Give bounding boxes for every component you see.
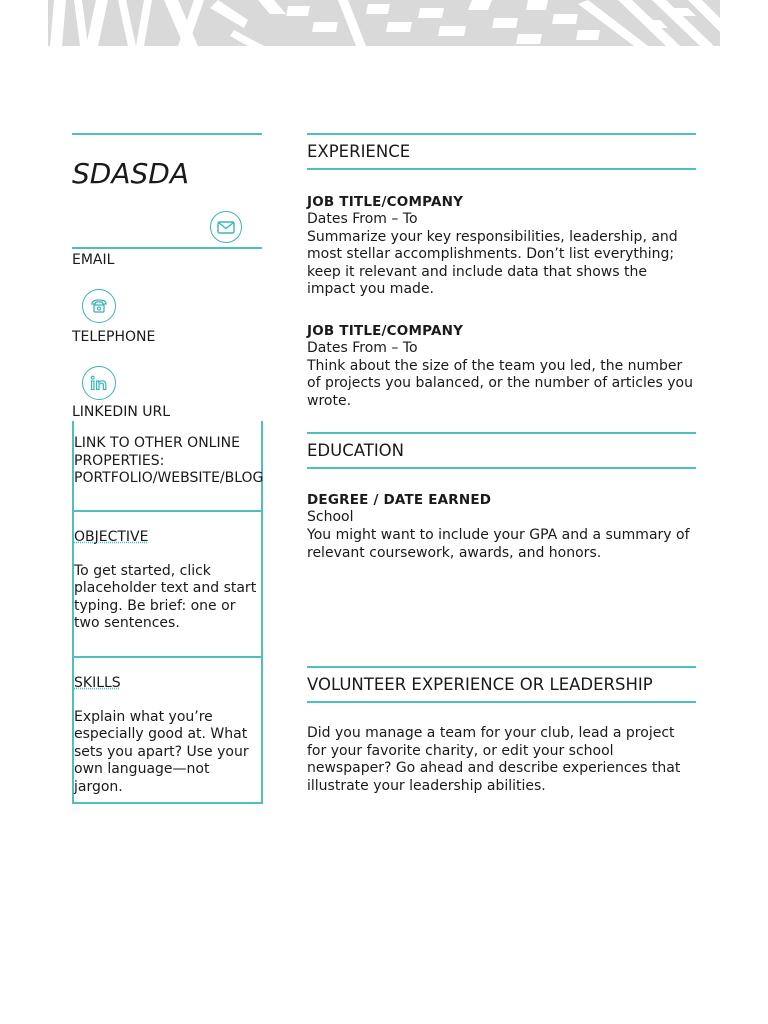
job-entry-2 <box>307 322 696 410</box>
other-links-box <box>72 421 263 510</box>
job-title[interactable]: JOB TITLE/COMPANY <box>307 322 464 339</box>
header-pattern-banner <box>48 0 720 46</box>
left-column <box>72 133 262 804</box>
skills-heading[interactable]: SKILLS <box>74 675 121 691</box>
school-name[interactable]: School <box>307 509 354 526</box>
skills-box <box>72 656 263 804</box>
education-heading[interactable]: EDUCATION <box>307 432 696 469</box>
job-dates[interactable]: Dates From – To <box>307 211 418 227</box>
education-description[interactable]: You might want to include your GPA and a summary of relevant coursework, awards, and honors. <box>307 526 690 561</box>
telephone-icon <box>82 289 116 323</box>
telephone-icon-row <box>72 289 262 323</box>
envelope-icon <box>210 211 242 243</box>
job-description[interactable]: Summarize your key responsibilities, leadership, and most stellar accomplishments. Don’t list everything; keep it relevant and include data that shows the impact you made. <box>307 228 678 298</box>
objective-text[interactable]: To get started, click placeholder text and start typing. Be brief: one or two sentences. <box>74 562 257 631</box>
job-title[interactable]: JOB TITLE/COMPANY <box>307 194 464 210</box>
linkedin-icon-row <box>72 366 262 400</box>
skills-text[interactable]: Explain what you’re especially good at. What sets you apart? Use your own language—not jargon. <box>74 708 249 795</box>
education-entry <box>307 491 696 562</box>
objective-box <box>72 510 263 656</box>
job-dates[interactable]: Dates From – To <box>307 339 418 356</box>
email-label[interactable]: EMAIL <box>72 252 115 268</box>
email-divider <box>72 247 262 249</box>
candidate-name[interactable]: SDASDA <box>72 157 189 190</box>
objective-heading[interactable]: OBJECTIVE <box>74 529 149 545</box>
telephone-label[interactable]: TELEPHONE <box>72 329 156 345</box>
job-description[interactable]: Think about the size of the team you led, the number of projects you balanced, or the number of articles you wrote. <box>307 357 693 409</box>
linkedin-label[interactable]: LINKEDIN URL <box>72 404 171 420</box>
volunteer-entry <box>307 725 696 795</box>
right-column <box>307 133 696 796</box>
linkedin-icon <box>82 366 116 400</box>
volunteer-description[interactable]: Did you manage a team for your club, lead a project for your favorite charity, or edit your school newspaper? Go ahead and describe experiences that illustrate your leadership abilities. <box>307 725 681 794</box>
degree-title[interactable]: DEGREE / DATE EARNED <box>307 492 492 509</box>
volunteer-heading[interactable]: VOLUNTEER EXPERIENCE OR LEADERSHIP <box>307 666 696 703</box>
left-top-divider <box>72 133 262 135</box>
job-entry-1 <box>307 193 696 299</box>
email-icon-row <box>72 211 262 243</box>
experience-heading[interactable]: EXPERIENCE <box>307 133 696 170</box>
other-links-label[interactable]: LINK TO OTHER ONLINE PROPERTIES: PORTFOLIO/WEBSITE/BLOG <box>74 435 264 486</box>
